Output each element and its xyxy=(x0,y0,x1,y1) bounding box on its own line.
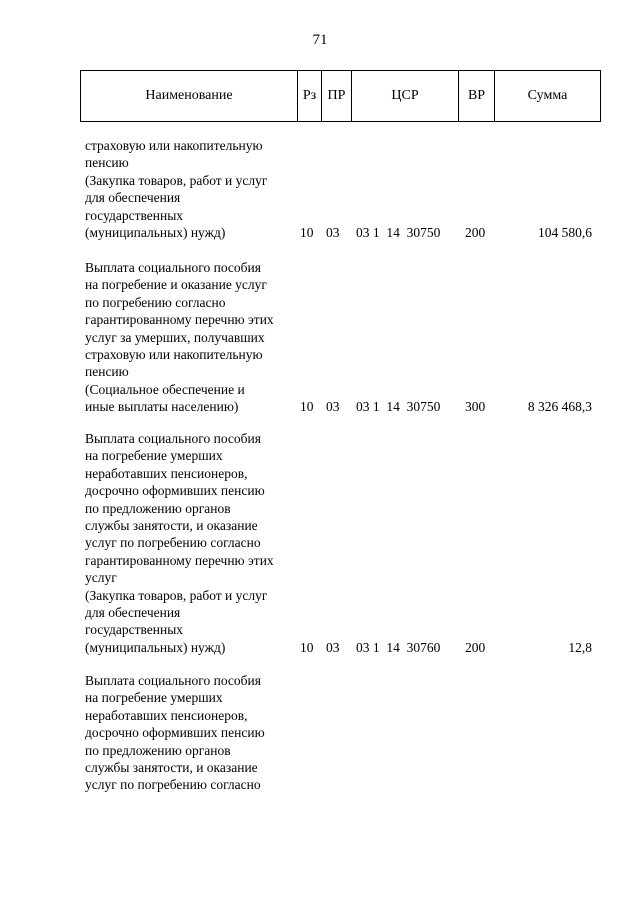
row-sum: 8 326 468,3 xyxy=(527,399,592,414)
row-csr: 03 1 14 30750 xyxy=(356,225,441,240)
row-sum: 12,8 xyxy=(568,640,592,655)
row-rz: 10 xyxy=(300,399,314,414)
header-pr: ПР xyxy=(322,71,352,122)
page-number: 71 xyxy=(312,32,328,48)
header-csr: ЦСР xyxy=(352,71,459,122)
row-csr: 03 1 14 30760 xyxy=(356,640,441,655)
table-header xyxy=(80,70,601,122)
row-vr: 200 xyxy=(465,225,486,240)
row-pr: 03 xyxy=(326,399,340,414)
header-vr: ВР xyxy=(459,71,495,122)
row-name: Выплата социального пособия на погребение умерших неработавших пенсионеров, досрочно оформивших пенсию по предложению органов службы занятости, и оказание услуг по погребению согласно гарантированному перечню этих услуг (Закупка товаров, работ и услуг для обеспечения государственных (муниципальных) нужд) xyxy=(85,431,274,655)
header-sum: Сумма xyxy=(495,71,601,122)
row-sum: 104 580,6 xyxy=(538,225,592,240)
row-name: страховую или накопительную пенсию (Закупка товаров, работ и услуг для обеспечения государственных (муниципальных) нужд) xyxy=(85,138,268,241)
row-pr: 03 xyxy=(326,225,340,240)
row-vr: 200 xyxy=(465,640,486,655)
row-vr: 300 xyxy=(465,399,486,414)
header-name: Наименование xyxy=(81,71,298,122)
row-csr: 03 1 14 30750 xyxy=(356,399,441,414)
row-pr: 03 xyxy=(326,640,340,655)
header-rz: Рз xyxy=(298,71,322,122)
row-rz: 10 xyxy=(300,225,314,240)
row-rz: 10 xyxy=(300,640,314,655)
row-name: Выплата социального пособия на погребение и оказание услуг по погребению согласно гарантированному перечню этих услуг за умерших, получавших страховую или накопительную пенсию (Социальное обеспечение и иные выплаты населению) xyxy=(85,260,274,415)
row-name: Выплата социального пособия на погребение умерших неработавших пенсионеров, досрочно оформивших пенсию по предложению органов службы занятости, и оказание услуг по погребению согласно xyxy=(85,673,265,793)
